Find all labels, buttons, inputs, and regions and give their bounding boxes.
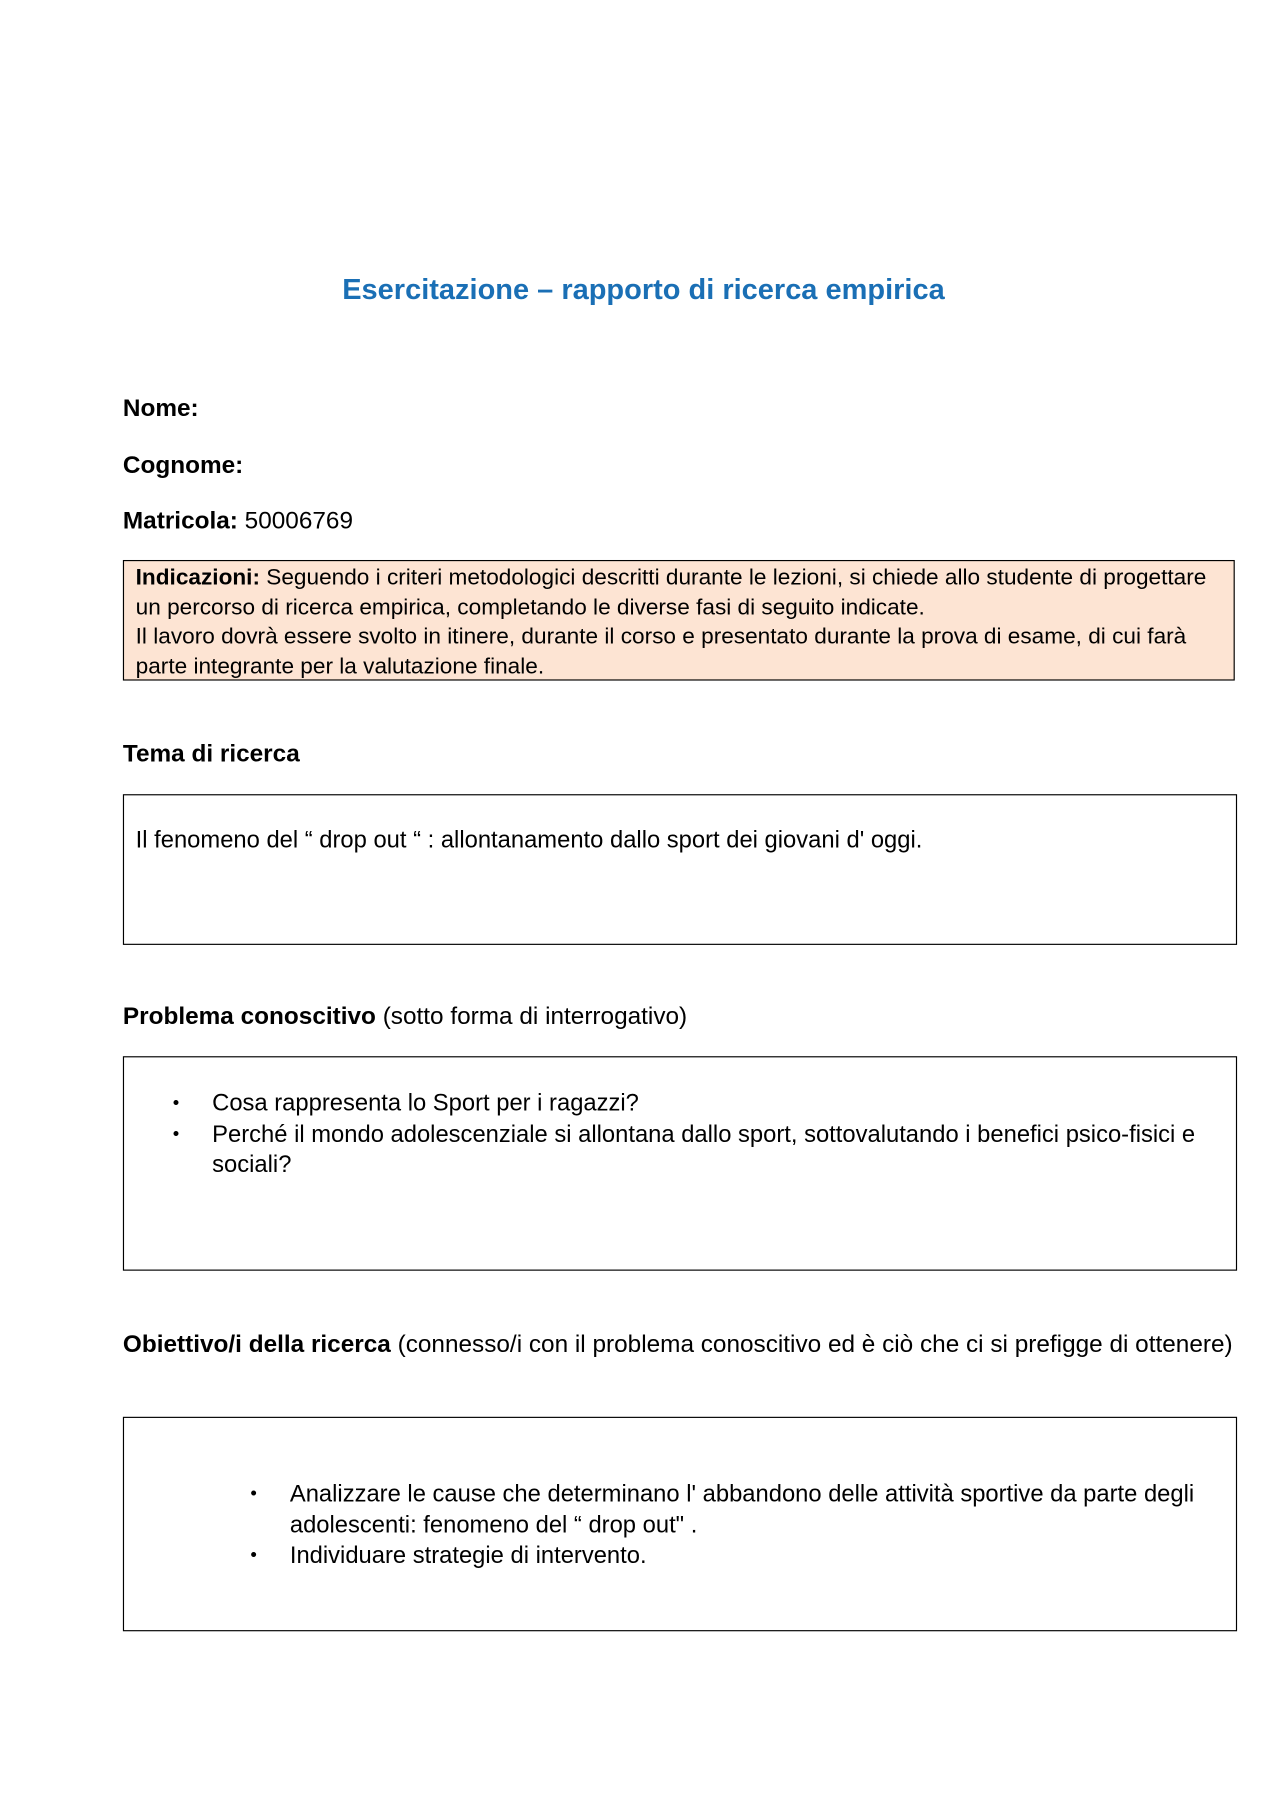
problema-list — [172, 1089, 1232, 1181]
problema-heading-note: (sotto forma di interrogativo) — [382, 1002, 688, 1030]
obiettivo-box — [123, 1417, 1237, 1631]
list-item-text: Cosa rappresenta lo Sport per i ragazzi? — [212, 1089, 639, 1117]
indicazioni-text: Seguendo i criteri metodologici descritti durante le lezioni, si chiede allo studente di progettare un percorso di ricerca empirica, completando le diverse fasi di seguito indicate. — [135, 564, 1207, 620]
indicazioni-box — [123, 560, 1235, 681]
indicazioni-paragraph — [136, 563, 1222, 622]
list-item-text: Analizzare le cause che determinano l' abbandono delle attività sportive da parte degli adolescenti: fenomeno del “ drop out" . — [289, 1480, 1195, 1538]
problema-heading — [123, 1003, 687, 1031]
bullet-icon: • — [250, 1545, 257, 1566]
obiettivo-heading — [123, 1329, 1236, 1361]
tema-heading-label: Tema di ricerca — [122, 740, 300, 768]
bullet-icon: • — [172, 1124, 180, 1144]
bullet-icon: • — [172, 1093, 180, 1114]
tema-heading — [123, 741, 300, 769]
problema-heading-label: Problema conoscitivo — [122, 1002, 376, 1030]
list-item — [250, 1541, 1229, 1572]
matricola-value: 50006769 — [244, 507, 354, 535]
nome-field — [123, 395, 199, 423]
list-item-text: Perché il mondo adolescenziale si allontana dallo sport, sottovalutando i benefici psico-fisici e sociali? — [212, 1120, 1196, 1178]
obiettivo-heading-label: Obiettivo/i della ricerca — [122, 1330, 391, 1358]
tema-box — [123, 794, 1237, 945]
list-item — [172, 1119, 1232, 1180]
list-item-text: Individuare strategie di intervento. — [289, 1542, 647, 1569]
obiettivo-heading-note: (connesso/i con il problema conoscitivo ed è ciò che ci si prefigge di ottenere) — [397, 1330, 1233, 1358]
nome-label: Nome: — [122, 395, 199, 423]
problema-box — [123, 1056, 1237, 1270]
list-item — [172, 1089, 1232, 1120]
tema-text: Il fenomeno del “ drop out “ : allontanamento dallo sport dei giovani d' oggi. — [135, 826, 923, 854]
obiettivo-list — [250, 1479, 1229, 1571]
cognome-label: Cognome: — [122, 452, 244, 479]
indicazioni-text-2: Il lavoro dovrà essere svolto in itinere, durante il corso e presentato durante la prova di esame, di cui farà parte integrante per la valutazione finale. — [135, 623, 1187, 679]
bullet-icon: • — [250, 1484, 257, 1504]
document-title: Esercitazione – rapporto di ricerca empirica — [342, 273, 945, 307]
matricola-label: Matricola: — [122, 507, 238, 535]
cognome-field — [123, 452, 243, 480]
matricola-field — [123, 508, 353, 536]
list-item — [250, 1479, 1229, 1540]
indicazioni-label: Indicazioni: — [135, 564, 260, 591]
